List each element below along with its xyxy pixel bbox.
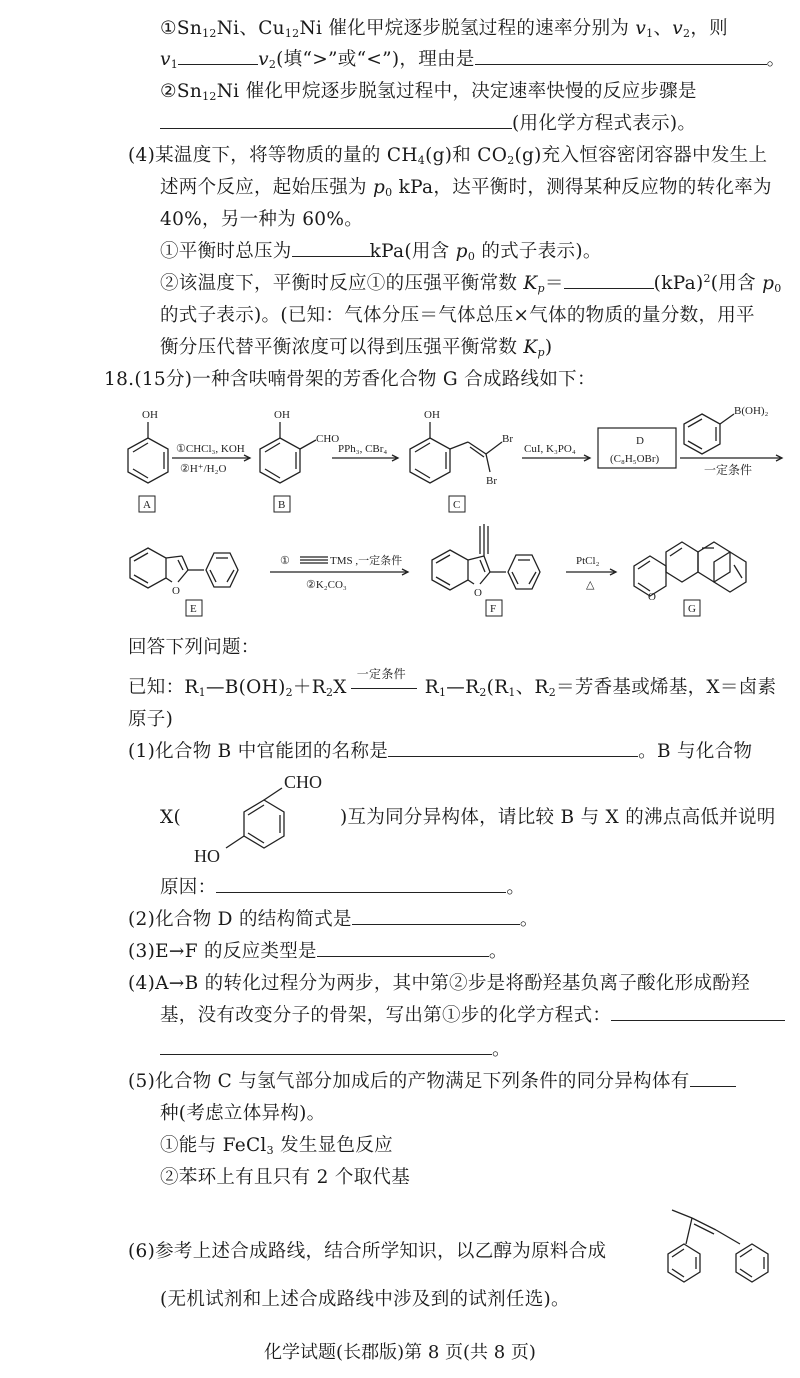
blank[interactable]	[178, 48, 258, 65]
fused-ring-G	[634, 556, 666, 596]
label-OH-B: OH	[274, 409, 290, 421]
blank[interactable]	[160, 112, 512, 129]
blank[interactable]	[388, 740, 638, 757]
q18-5-cond1: ①能与 FeCl$_3$ 发生显色反应	[160, 1135, 393, 1157]
q18-4-line1: (4)A→B 的转化过程分为两步，其中第②步是将酚羟基负离子酸化形成酚羟	[128, 973, 750, 994]
known-line2: 原子)	[128, 709, 174, 730]
q18-4-line3: 。	[160, 1038, 511, 1062]
q18-1-line2: )互为同分异构体，请比较 B 与 X 的沸点高低并说明	[340, 807, 776, 828]
page-footer: 化学试题(长郡版)第 8 页(共 8 页)	[264, 1342, 536, 1363]
reagent-3: CuI, K₃PO₄	[524, 443, 576, 455]
q17-4-line2: 述两个反应，起始压强为 $p_0$ kPa，达平衡时，测得某种反应物的转化率为	[160, 177, 772, 199]
q17-4-2: ②该温度下，平衡时反应①的压强平衡常数 $K_p= (kPa)^2$(用含 $p_0$	[160, 272, 782, 295]
blank[interactable]	[611, 1004, 785, 1021]
q17-3-2-line1: $②Sn_{12}Ni$ 催化甲烷逐步脱氢过程中，决定速率快慢的反应步骤是	[160, 81, 697, 103]
q17-3-1-line1: $①Sn_{12}Ni$、$Cu_{12}Ni$ 催化甲烷逐步脱氢过程的速率分别为 $v_1$、$v_2$，则	[160, 18, 728, 40]
benzene-ring-A	[128, 438, 168, 483]
structure-X	[186, 770, 346, 870]
q17-3-1-line2: $v_1$ $v_2$(填“>”或“<”)，理由是 。	[160, 49, 786, 71]
label-OH-C: OH	[424, 409, 440, 421]
q17-4-line1: (4)某温度下，将等物质的量的 $CH_4(g)$和 $CO_2(g)$充入恒容密闭容器中发生上	[128, 145, 768, 167]
synthesis-scheme	[110, 400, 790, 630]
benzofuran-E	[130, 548, 166, 588]
label-Br-1: Br	[502, 433, 513, 445]
blank[interactable]	[475, 48, 767, 65]
label-CHO-X: CHO	[284, 772, 323, 792]
q17-4-1: ①平衡时总压为 kPa(用含 $p_0$ 的式子表示)。	[160, 241, 602, 263]
reagent-5-top-b: TMS ,一定条件	[330, 555, 403, 567]
reagent-4: 一定条件	[704, 463, 753, 477]
target-molecule	[656, 1196, 786, 1286]
reagent-1-top: ①CHCl₃, KOH	[176, 443, 245, 455]
label-Br-2: Br	[486, 475, 497, 487]
q17-4-note1: 的式子表示)。(已知：气体分压＝气体总压×气体的物质的量分数，用平	[160, 305, 755, 326]
q18-1-X: X(	[160, 807, 181, 828]
label-HO-X: HO	[194, 846, 220, 866]
blank[interactable]	[352, 908, 520, 925]
reagent-1-bottom: ②H⁺/H₂O	[180, 463, 227, 475]
reagent-5-bottom: ②K₂CO₃	[306, 579, 347, 591]
label-boronic: B(OH)₂	[734, 405, 769, 417]
blank[interactable]	[216, 876, 506, 893]
label-C: C	[453, 499, 461, 511]
q18-5-line1: (5)化合物 C 与氢气部分加成后的产物满足下列条件的同分异构体有	[128, 1070, 736, 1094]
q18-6-line1: (6)参考上述合成路线，结合所学知识，以乙醇为原料合成	[128, 1241, 607, 1262]
reagent-2: PPh₃, CBr₄	[338, 443, 388, 455]
q18-3: (3)E→F 的反应类型是 。	[128, 941, 508, 962]
label-A: A	[143, 499, 151, 511]
label-O-F: O	[474, 587, 482, 599]
label-O-G: O	[648, 591, 656, 603]
q18-2: (2)化合物 D 的结构简式是 。	[128, 909, 539, 930]
q18-5-cond2: ②苯环上有且只有 2 个取代基	[160, 1167, 411, 1188]
blank[interactable]	[690, 1070, 736, 1087]
reagent-6-bottom: △	[586, 579, 595, 591]
label-B: B	[278, 499, 286, 511]
label-OH-A: OH	[142, 409, 158, 421]
q18-5-line2: 种(考虑立体异构)。	[160, 1103, 326, 1124]
q18-title: 18.(15分)一种含呋喃骨架的芳香化合物 G 合成路线如下：	[104, 369, 596, 390]
q18-4-line2: 基，没有改变分子的骨架，写出第①步的化学方程式：	[160, 1004, 785, 1028]
reagent-5-top-a: ①	[280, 555, 290, 567]
benzene-ring-B	[260, 438, 300, 483]
benzene-ring-C	[410, 438, 450, 483]
label-E: E	[190, 603, 197, 615]
answer-intro: 回答下列问题：	[128, 637, 260, 658]
label-D: D	[636, 435, 644, 447]
q18-1-reason: 原因： 。	[160, 877, 526, 898]
label-F: F	[490, 603, 497, 615]
label-G: G	[688, 603, 696, 615]
blank[interactable]	[564, 272, 654, 289]
q18-6-line2: (无机试剂和上述合成路线中涉及到的试剂任选)。	[160, 1289, 570, 1310]
blank[interactable]	[160, 1038, 492, 1055]
label-CHO-B: CHO	[316, 433, 340, 445]
q18-1-line1: (1)化合物 B 中官能团的名称是 。B 与化合物	[128, 741, 753, 762]
benzofuran-F	[432, 550, 468, 590]
blank[interactable]	[317, 940, 489, 957]
blank[interactable]	[292, 240, 370, 257]
formula-D: (C₈H₅OBr)	[610, 453, 660, 465]
known-line1: 已知：$R_1—B(OH)_2+R_2X$ 一定条件 $R_1—R_2(R_1$、$R_2=$芳香基或烯基，X＝卤素	[128, 667, 777, 699]
label-O-E: O	[172, 585, 180, 597]
q17-4-note2: 衡分压代替平衡浓度可以得到压强平衡常数 $K_p$)	[160, 337, 553, 359]
q17-4-line3: 40%，另一种为 60%。	[160, 209, 364, 230]
benzene-ring-boronic	[684, 414, 720, 454]
q17-3-2-line2: (用化学方程式表示)。	[160, 112, 696, 136]
reagent-6-top: PtCl₂	[576, 555, 600, 567]
